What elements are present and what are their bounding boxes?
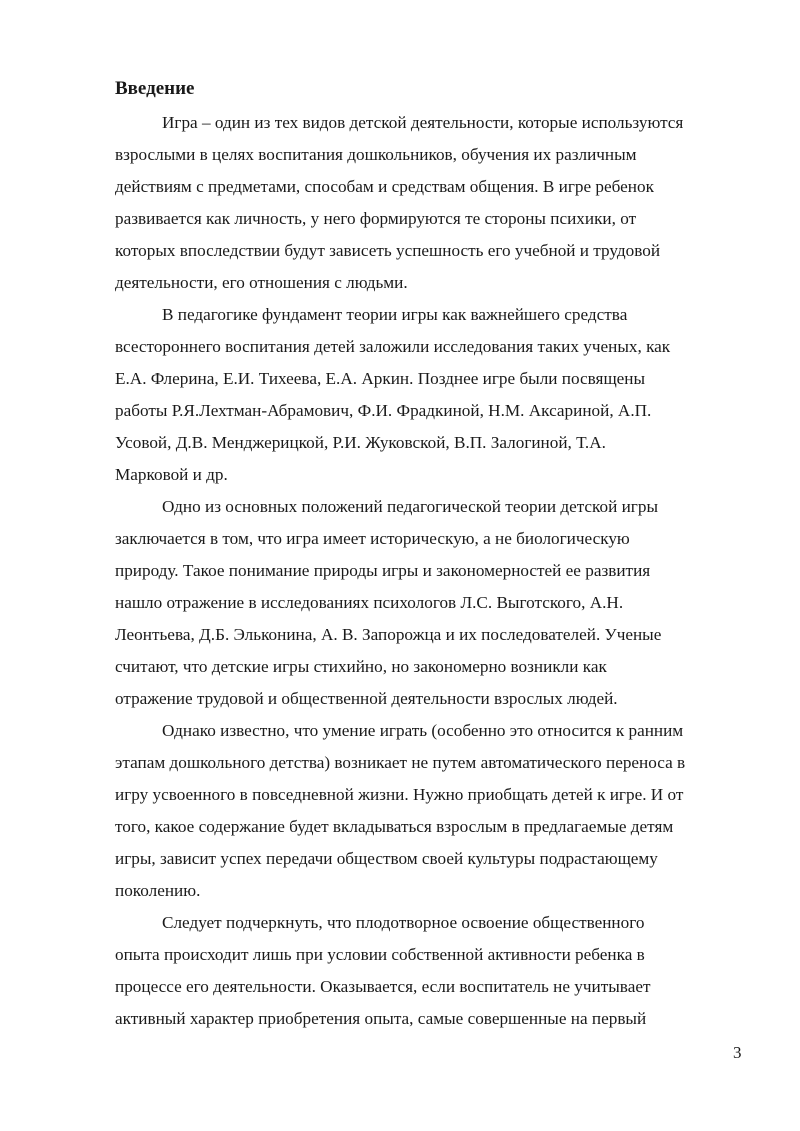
text-line: взрослыми в целях воспитания дошкольников, обучения их различным: [115, 145, 637, 164]
text-line: всестороннего воспитания детей заложили исследования таких ученых, как: [115, 337, 671, 356]
text-line: Е.А. Флерина, Е.И. Тихеева, Е.А. Аркин. Позднее игре были посвящены: [115, 369, 646, 388]
text-line: развивается как личность, у него формируются те стороны психики, от: [115, 209, 637, 228]
text-line: Игра – один из тех видов детской деятельности, которые используются: [162, 113, 684, 132]
text-line: отражение трудовой и общественной деятельности взрослых людей.: [115, 689, 618, 708]
text-line: заключается в том, что игра имеет историческую, а не биологическую: [115, 529, 630, 548]
text-line: процессе его деятельности. Оказывается, если воспитатель не учитывает: [115, 977, 651, 996]
text-line: этапам дошкольного детства) возникает не путем автоматического переноса в: [115, 753, 686, 772]
text-line: того, какое содержание будет вкладываться взрослым в предлагаемые детям: [115, 817, 674, 836]
text-line: работы Р.Я.Лехтман-Абрамович, Ф.И. Фрадкиной, Н.М. Аксариной, А.П.: [115, 401, 652, 420]
text-line: считают, что детские игры стихийно, но закономерно возникли как: [115, 657, 607, 676]
text-line: действиям с предметами, способам и средствам общения. В игре ребенок: [115, 177, 654, 196]
text-line: Леонтьева, Д.Б. Эльконина, А. В. Запорожца и их последователей. Ученые: [115, 625, 662, 644]
text-line: деятельности, его отношения с людьми.: [115, 273, 408, 292]
text-line: игры, зависит успех передачи обществом своей культуры подрастающему: [115, 849, 658, 868]
page-number: 3: [733, 1043, 742, 1062]
text-line: нашло отражение в исследованиях психологов Л.С. Выготского, А.Н.: [115, 593, 624, 612]
text-line: Одно из основных положений педагогической теории детской игры: [162, 497, 659, 516]
text-line: природу. Такое понимание природы игры и закономерностей ее развития: [115, 561, 651, 580]
text-line: которых впоследствии будут зависеть успешность его учебной и трудовой: [115, 241, 661, 260]
text-line: Однако известно, что умение играть (особенно это относится к ранним: [162, 721, 684, 740]
text-line: опыта происходит лишь при условии собственной активности ребенка в: [115, 945, 645, 964]
document-body: [115, 78, 743, 1035]
text-line: игру усвоенного в повседневной жизни. Нужно приобщать детей к игре. И от: [115, 785, 684, 804]
body-text: [115, 107, 743, 1035]
text-line: В педагогике фундамент теории игры как важнейшего средства: [162, 305, 628, 324]
text-line: поколению.: [115, 881, 201, 900]
text-line: Марковой и др.: [115, 465, 228, 484]
text-line: Усовой, Д.В. Менджерицкой, Р.И. Жуковской, В.П. Залогиной, Т.А.: [115, 433, 606, 452]
text-line: Следует подчеркнуть, что плодотворное освоение общественного: [162, 913, 645, 932]
section-heading: Введение: [115, 78, 195, 99]
text-line: активный характер приобретения опыта, самые совершенные на первый: [115, 1009, 647, 1028]
